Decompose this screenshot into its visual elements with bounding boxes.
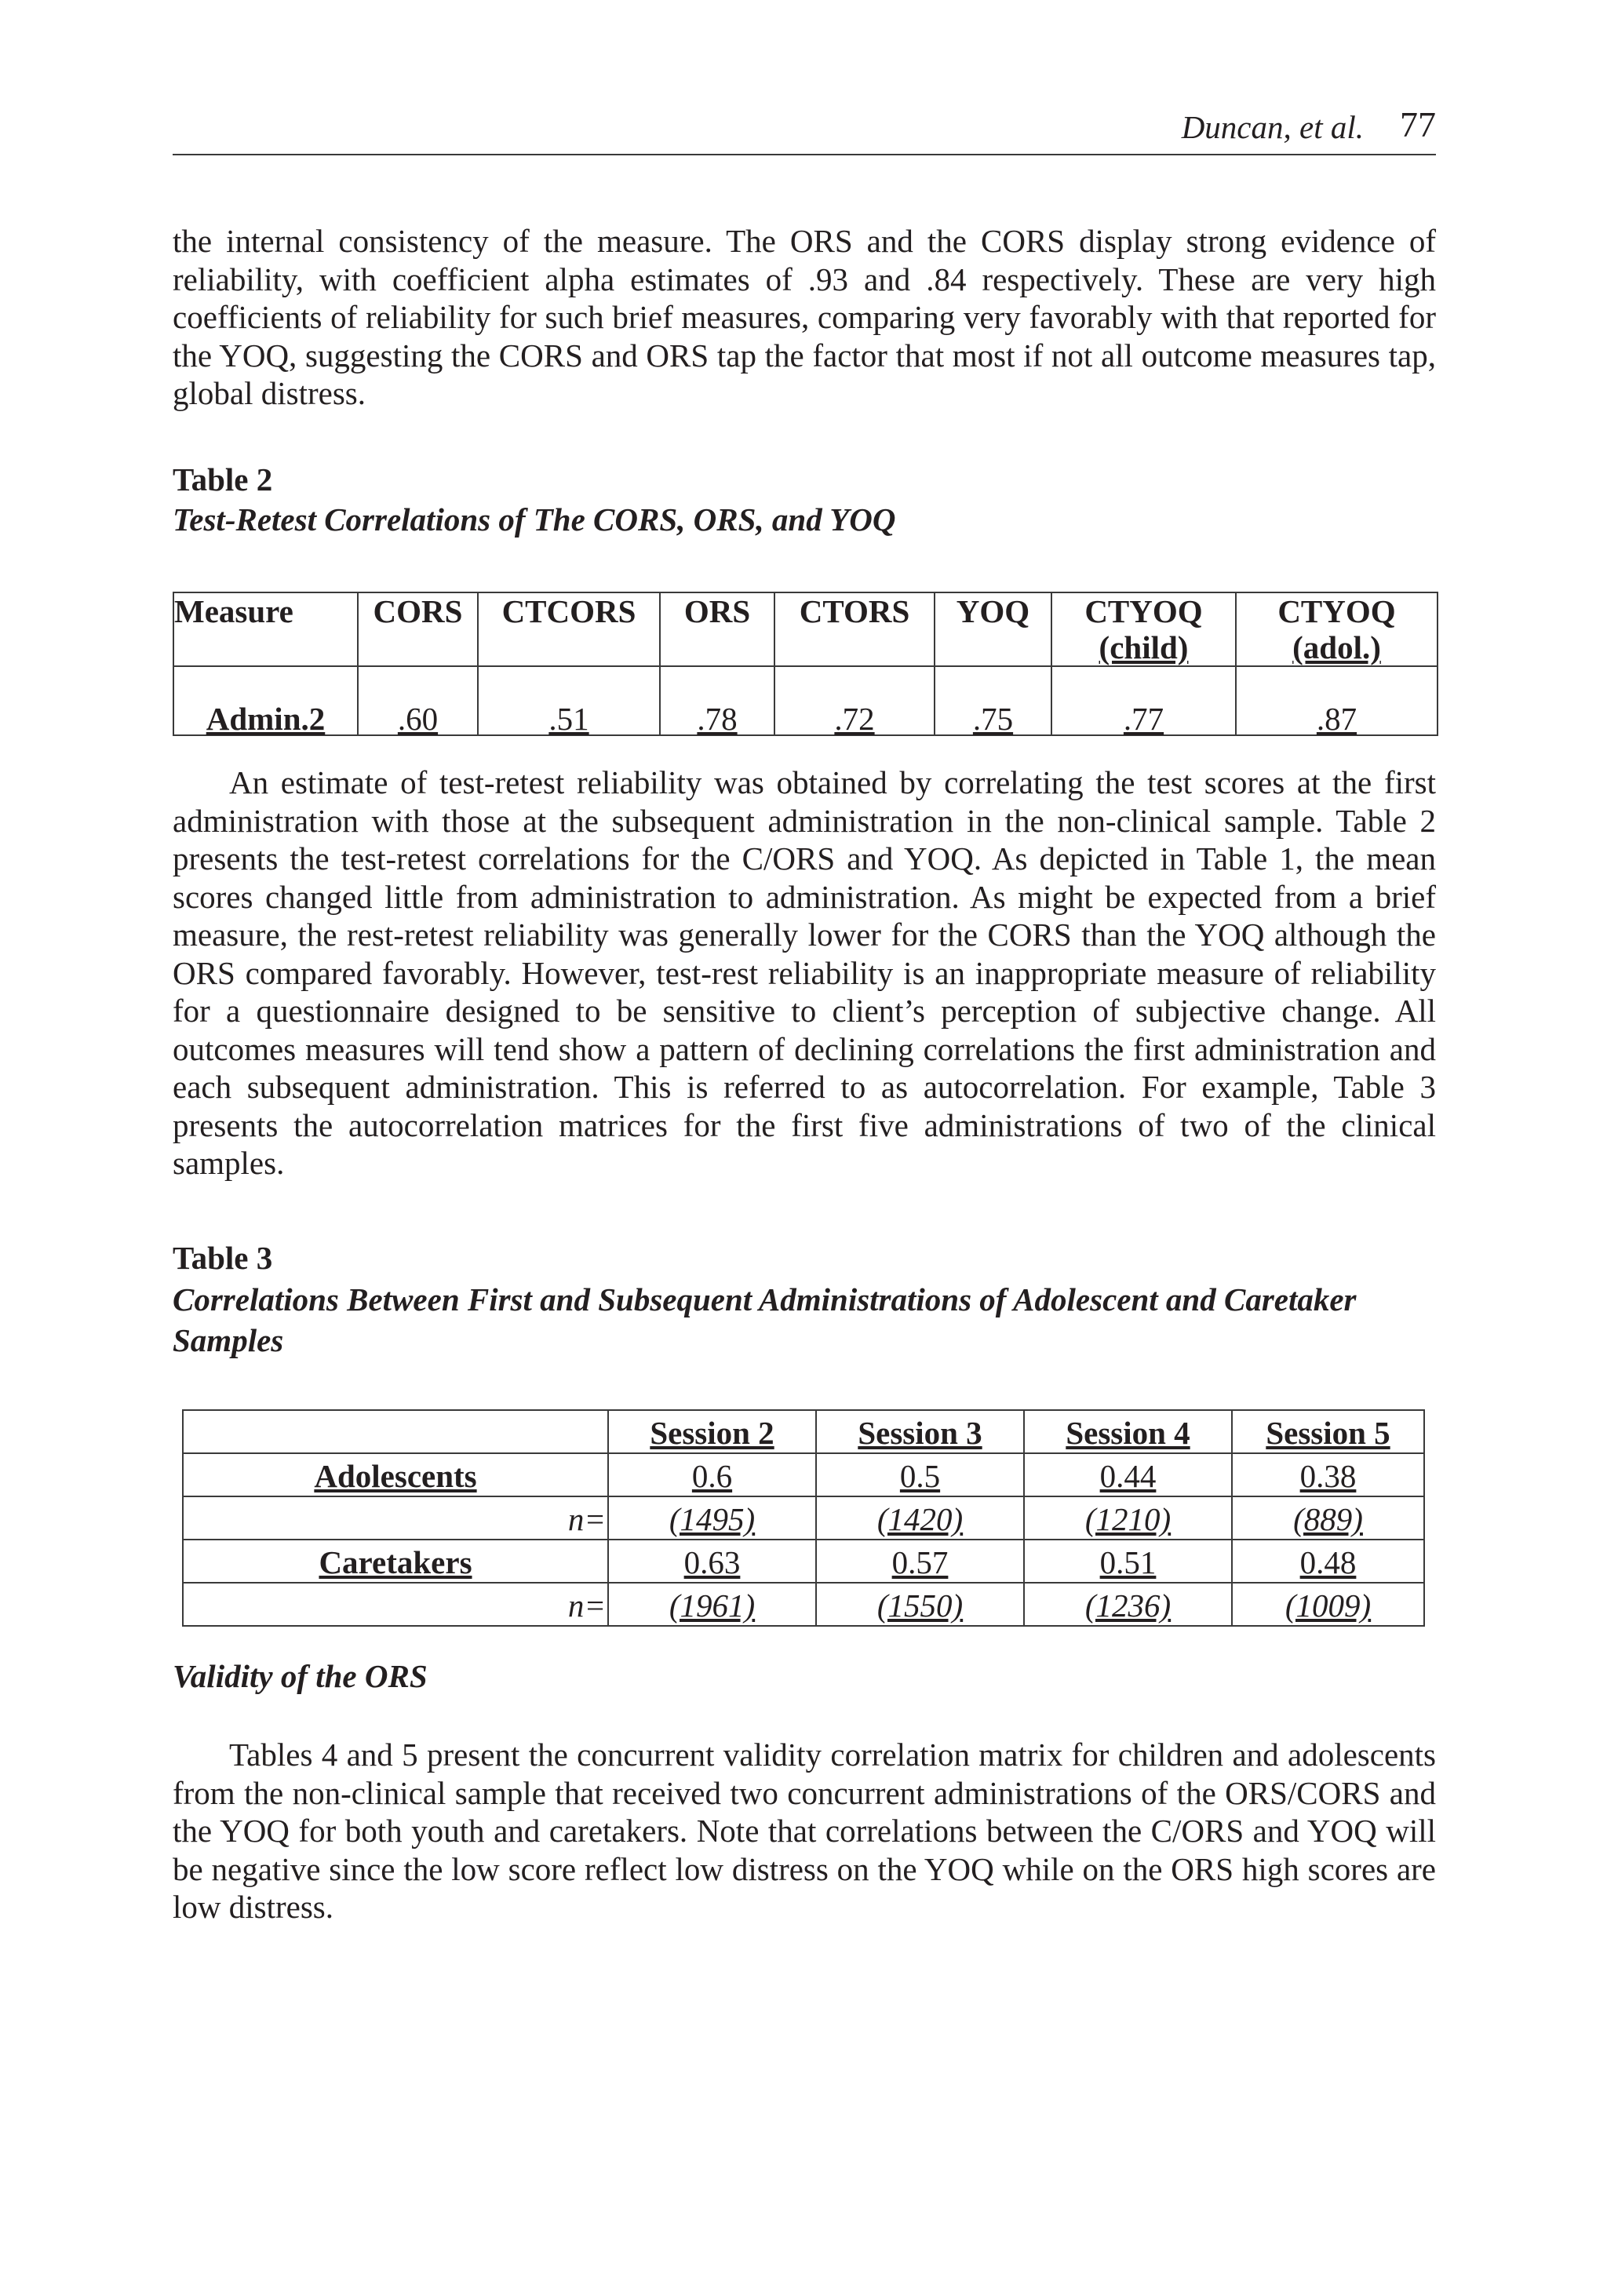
table2-header-measure: Measure bbox=[173, 592, 358, 666]
table2-header-ctyoq-adol-name: CTYOQ bbox=[1277, 593, 1396, 629]
table2-header-ctyoq-child bbox=[1051, 592, 1236, 666]
running-head bbox=[173, 104, 1436, 155]
table3-cell: 0.6 bbox=[608, 1453, 816, 1496]
table2-header-cors: CORS bbox=[358, 592, 478, 666]
table2-cell-ctcors: .51 bbox=[478, 666, 660, 735]
table2-header-yoq: YOQ bbox=[935, 592, 1051, 666]
table2-header-ctcors: CTCORS bbox=[478, 592, 660, 666]
table2-header-row bbox=[173, 592, 1438, 666]
table3-row-caretakers-n bbox=[183, 1583, 1424, 1626]
table3-autocorrelation bbox=[182, 1409, 1425, 1627]
table3-n-label: n= bbox=[183, 1496, 608, 1540]
table2-cell-ors: .78 bbox=[660, 666, 774, 735]
table3-title: Correlations Between First and Subsequent Administrations of Adolescent and Caretaker Samples bbox=[173, 1281, 1357, 1358]
table2-test-retest bbox=[173, 592, 1438, 736]
table2-header-ctors: CTORS bbox=[774, 592, 935, 666]
page-number: 77 bbox=[1400, 104, 1436, 144]
table3-group-adolescents: Adolescents bbox=[183, 1453, 608, 1496]
running-head-authors: Duncan, et al. bbox=[1181, 109, 1364, 145]
table3-row-caretakers bbox=[183, 1540, 1424, 1583]
table3-n-label: n= bbox=[183, 1583, 608, 1626]
table3-row-adolescents-n bbox=[183, 1496, 1424, 1540]
table2-cell-ctyoq-child: .77 bbox=[1051, 666, 1236, 735]
table3-cell-n: (1495) bbox=[608, 1496, 816, 1540]
table3-cell-n: (1210) bbox=[1024, 1496, 1232, 1540]
table2-cell-ctyoq-adol: .87 bbox=[1236, 666, 1438, 735]
paragraph-validity: Tables 4 and 5 present the concurrent validity correlation matrix for children and adolescents from the non-clinical sample that received two concurrent administrations of the ORS/CORS and the YOQ for both youth and caretakers. Note that correlations between the C/ORS and YOQ will be negative since the low score reflect low distress on the YOQ while on the ORS high scores are low distress. bbox=[173, 1737, 1436, 1925]
table2-header-ctyoq-child-name: CTYOQ bbox=[1084, 593, 1203, 629]
table2-cell-yoq: .75 bbox=[935, 666, 1051, 735]
table3-cell-n: (1550) bbox=[816, 1583, 1024, 1626]
table3-group-caretakers: Caretakers bbox=[183, 1540, 608, 1583]
table3-cell: 0.51 bbox=[1024, 1540, 1232, 1583]
table2-header-child-sub: (child) bbox=[1099, 629, 1189, 665]
section-heading-validity: Validity of the ORS bbox=[173, 1658, 428, 1694]
table3-cell-n: (889) bbox=[1232, 1496, 1424, 1540]
table3-label: Table 3 bbox=[173, 1240, 273, 1276]
table3-cell-n: (1420) bbox=[816, 1496, 1024, 1540]
table3-cell: 0.5 bbox=[816, 1453, 1024, 1496]
paragraph-internal-consistency: the internal consistency of the measure. The ORS and the CORS display strong evidence of reliability, with coefficient alpha estimates of .93 and .84 respectively. These are very high coefficients of reliability for such brief measures, comparing very favorably with that reported for the YOQ, suggesting the CORS and ORS tap the factor that most if not all outcome measures tap, global distress. bbox=[173, 223, 1436, 411]
table2-header-ctyoq-adol bbox=[1236, 592, 1438, 666]
table3-header-session4: Session 4 bbox=[1024, 1410, 1232, 1453]
table2-header-ors: ORS bbox=[660, 592, 774, 666]
table3-header-row bbox=[183, 1410, 1424, 1453]
table3-cell: 0.57 bbox=[816, 1540, 1024, 1583]
table3-cell: 0.48 bbox=[1232, 1540, 1424, 1583]
table3-cell: 0.44 bbox=[1024, 1453, 1232, 1496]
table2-cell-ctors: .72 bbox=[774, 666, 935, 735]
table3-cell: 0.63 bbox=[608, 1540, 816, 1583]
table2-cell-cors: .60 bbox=[358, 666, 478, 735]
table3-header-session2: Session 2 bbox=[608, 1410, 816, 1453]
paragraph-test-retest: An estimate of test-retest reliability was obtained by correlating the test scores at the first administration with those at the subsequent administration in the non-clinical sample. Table 2 presents the test-retest correlations for the C/ORS and YOQ. As depicted in Table 1, the mean scores changed little from administration to administration. As might be expected from a brief measure, the rest-retest reliability was generally lower for the CORS than the YOQ although the ORS compared favorably. However, test-rest reliability is an inappropriate measure of reliability for a questionnaire designed to be sensitive to client’s perception of subjective change. All outcomes measures will tend show a pattern of declining correlations the first administration and each subsequent administration. This is referred to as autocorrelation. For example, Table 3 presents the autocorrelation matrices for the first five administrations of two of the clinical samples. bbox=[173, 764, 1436, 1181]
table3-row-adolescents bbox=[183, 1453, 1424, 1496]
table3-header-session3: Session 3 bbox=[816, 1410, 1024, 1453]
table3-cell-n: (1961) bbox=[608, 1583, 816, 1626]
table3-header-session5: Session 5 bbox=[1232, 1410, 1424, 1453]
table3-header-empty bbox=[183, 1410, 608, 1453]
table3-cell-n: (1009) bbox=[1232, 1583, 1424, 1626]
table3-cell: 0.38 bbox=[1232, 1453, 1424, 1496]
table2-cell-admin2: Admin.2 bbox=[173, 666, 358, 735]
table2-header-adol-sub: (adol.) bbox=[1292, 629, 1381, 665]
table2-row-admin2 bbox=[173, 666, 1438, 735]
table3-cell-n: (1236) bbox=[1024, 1583, 1232, 1626]
table2-label: Table 2 bbox=[173, 461, 273, 497]
table2-title: Test-Retest Correlations of The CORS, ORS, and YOQ bbox=[173, 501, 896, 538]
